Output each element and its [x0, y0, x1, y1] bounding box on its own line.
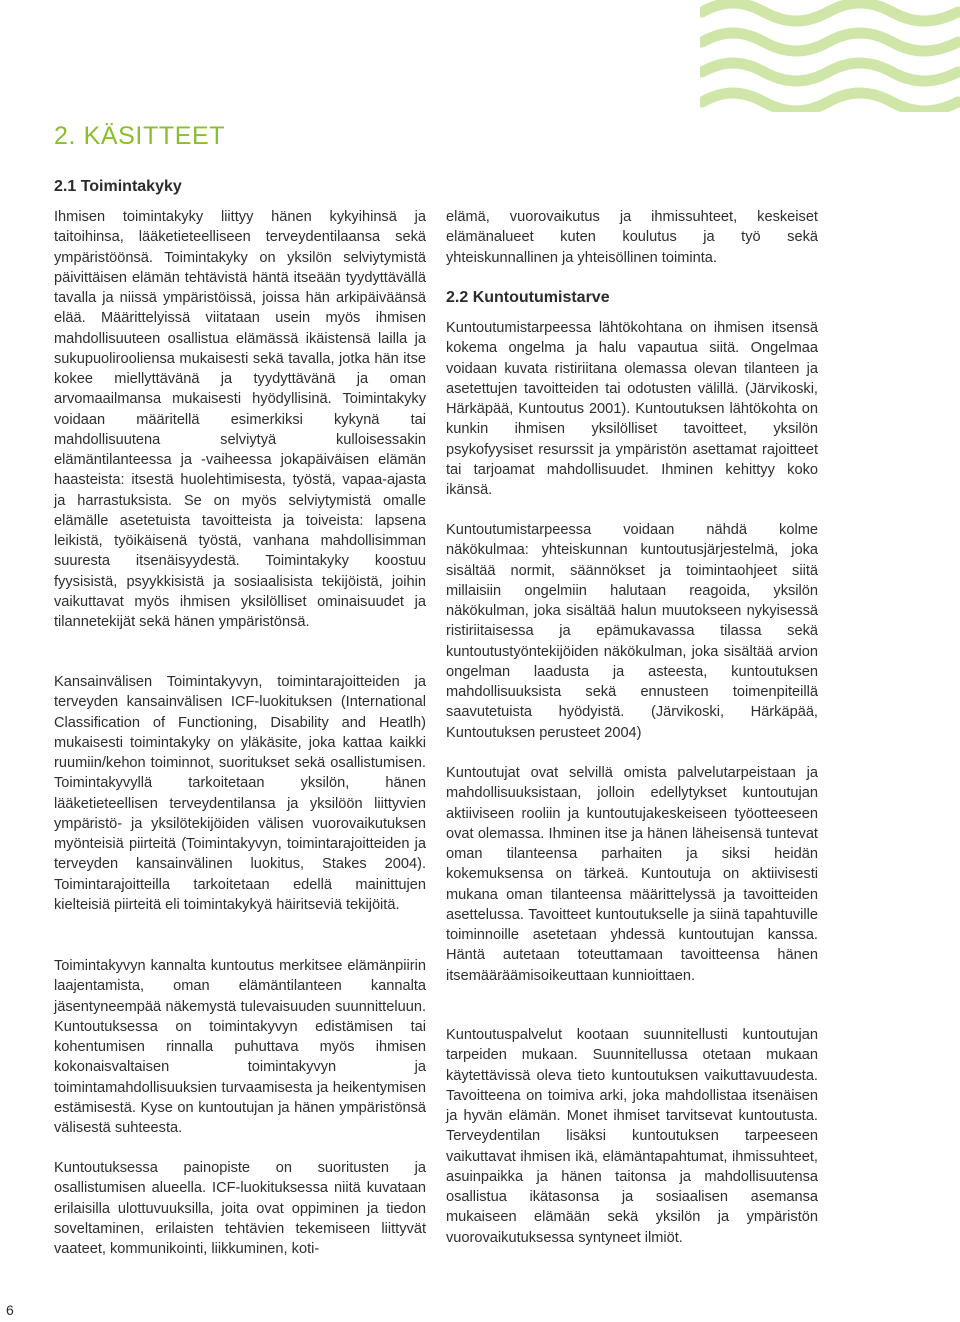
wave-lines-icon	[700, 0, 960, 112]
section-heading-kuntoutumistarve: 2.2 Kuntoutumistarve	[446, 289, 610, 306]
paragraph: Kuntoutumistarpeessa lähtökohtana on ihmisen itsensä kokema ongelma ja halu vapautua siitä. Ongelmaa voidaan kuvata ristiriitana olemassa olevan tilanteen ja asetettujen tavoitteiden tai odotusten välillä. (Järvikoski, Härkäpää, Kuntoutus 2001). Kuntoutuksen lähtökohta on kunkin ihmisen yksilölliset tavoitteet, yksilön psykofyysiset resurssit ja ympäristön asettamat rajoitteet tai tarjoamat mahdollisuudet. Ihminen kehittyy koko ikänsä.	[446, 320, 818, 498]
chapter-title: 2. KÄSITTEET	[54, 122, 226, 150]
page-number: 6	[6, 1302, 14, 1318]
paragraph: Toimintakyvyn kannalta kuntoutus merkitsee elämänpiirin laajentamista, oman elämäntilanteen kannalta jäsentyneempää näkemystä tulevaisuuden suunnitteluun. Kuntoutuksessa on toimintakyvyn edistämisen tai kohentumisen rinnalla puhuttava myös ihmisen kokonaisvaltaisen toimintakyvyn ja toimintamahdollisuuksien turvaamisesta ja heikentymisen estämisestä. Kyse on kuntoutujan ja hänen ympäristönsä välisestä suhteesta.	[54, 958, 426, 1136]
paragraph: Kuntoutuspalvelut kootaan suunnitellusti kuntoutujan tarpeiden mukaan. Suunnitellussa otetaan mukaan käytettävissä oleva tieto kuntoutuksen vaikuttavuudesta. Tavoitteena on toimiva arki, joka mahdollistaa itsenäisen ja hyvän elämän. Monet ihmiset tarvitsevat kuntoutusta. Terveydentilan lisäksi kuntoutuksen tarpeeseen vaikuttavat ihmisen ikä, elämäntapahtumat, ihmissuhteet, asuinpaikka ja hänen taitonsa ja mahdollisuutensa osallistua ikätasonsa ja sosiaalisen asemansa mukaiseen elämään sekä yksilön ja ympäristön vuorovaikutuksessa syntyneet ilmiöt.	[446, 1027, 818, 1246]
paragraph: Kuntoutujat ovat selvillä omista palvelutarpeistaan ja mahdollisuuksistaan, jolloin edellytykset kuntoutujan aktiiviseen rooliin ja kuntoutujakeskeiseen työotteeseen ovat olemassa. Ihminen itse ja hänen läheisensä tuntevat oman tilanteensa parhaiten ja siksi heidän kokemuksensa on tärkeä. Kuntoutuja on aktiivisesti mukana oman tilanteensa määrittelyssä ja tavoitteiden asettelussa. Tavoitteet kuntoutukselle ja siinä tapahtuville toiminnoille asetetaan yhdessä kuntoutujan kanssa. Häntä autetaan toteuttamaan tavoitteensa hänen itsemääräämisoikeuttaan kunnioittaen.	[446, 765, 818, 984]
paragraph: Kansainvälisen Toimintakyvyn, toimintarajoitteiden ja terveyden kansainvälisen ICF-luokituksen (International Classification of Functioning, Disability and Heatlh) mukaisesti toimintakyky on yläkäsite, joka kattaa kaikki ruumiin/kehon toiminnot, suoritukset sekä osallistumisen. Toimintakyvyllä tarkoitetaan yksilön, hänen lääketieteellisen terveydentilansa ja yksilöön liittyvien ympäristö- ja yksilötekijöiden välisen vuorovaikutuksen myönteisiä piirteitä (Toimintakyvyn, toimintarajoitteiden ja terveyden kansainvälinen luokitus, Stakes 2004). Toimintarajoitteilla tarkoitetaan edellä mainittujen kielteisiä piirteitä eli toimintakykyä häiritseviä tekijöitä.	[54, 674, 426, 913]
paragraph: Kuntoutumistarpeessa voidaan nähdä kolme näkökulmaa: yhteiskunnan kuntoutusjärjestelmä, joka sisältää normit, säännökset ja toimintaohjeet siitä millaisiin ongelmiin halutaan reagoida, yksilön näkökulman, joka sisältää halun muutokseen nykyisessä ristiriitaisessa ja epämukavassa tilassa sekä kuntoutustyöntekijöiden näkökulman, joka sisältää arvion ongelman laadusta ja asteesta, kuntoutuksen mahdollisuuksista sekä ennusteen toimenpiteillä saavutetuista hyödyistä. (Järvikoski, Härkäpää, Kuntoutuksen perusteet 2004)	[446, 522, 818, 741]
paragraph: Kuntoutuksessa painopiste on suoritusten ja osallistumisen alueella. ICF-luokituksessa niitä kuvataan erilaisilla ulottuvuuksilla, joita ovat oppiminen ja tiedon soveltaminen, erilaisten tehtävien tekemiseen liittyvät vaateet, kommunikointi, liikkuminen, koti-	[54, 1160, 426, 1257]
paragraph: elämä, vuorovaikutus ja ihmissuhteet, keskeiset elämänalueet kuten koulutus ja työ sekä yhteiskunnallinen ja yhteisöllinen toiminta.	[446, 209, 818, 266]
section-heading-toimintakyky: 2.1 Toimintakyky	[54, 178, 182, 195]
paragraph: Ihmisen toimintakyky liittyy hänen kykyihinsä ja taitoihinsa, lääketieteelliseen terveydentilaansa sekä ympäristöönsä. Toimintakyky on yksilön selviytymistä päivittäisen elämän tehtävistä häntä itseään tyydyttävällä tavalla ja niissä ympäristöissä, joissa hän arkipäiväänsä elää. Määrittelyissä viitataan usein myös ihmisen mahdollisuuteen osallistua elämässä ikäistensä lailla ja sukupuolirooliensa mukaisesti sekä tavalla, jotka hän itse kokee miellyttävänä ja tyydyttävänä ja oman arvomaailmansa mukaisesti hyödyllisinä. Toimintakyky voidaan määritellä esimerkiksi kykynä tai mahdollisuutena selviytyä kulloisessakin elämäntilanteessa ja -vaiheessa jokapäiväisen elämän haasteista: itsestä huolehtimisesta, työstä, vapaa-ajasta ja harrastuksista. Se on myös selviytymistä omalle elämälle asetetuista tavoitteista ja toiveista: lapsena leikistä, työikäisenä työstä, vanhana mahdollisimman suuresta itsenäisyydestä. Toimintakyky koostuu fyysisistä, psyykkisistä ja sosiaalisista tekijöistä, joihin vaikuttavat myös ihmisen yksilölliset ominaisuudet ja tilannetekijät sekä hänen ympäristönsä.	[54, 209, 426, 630]
